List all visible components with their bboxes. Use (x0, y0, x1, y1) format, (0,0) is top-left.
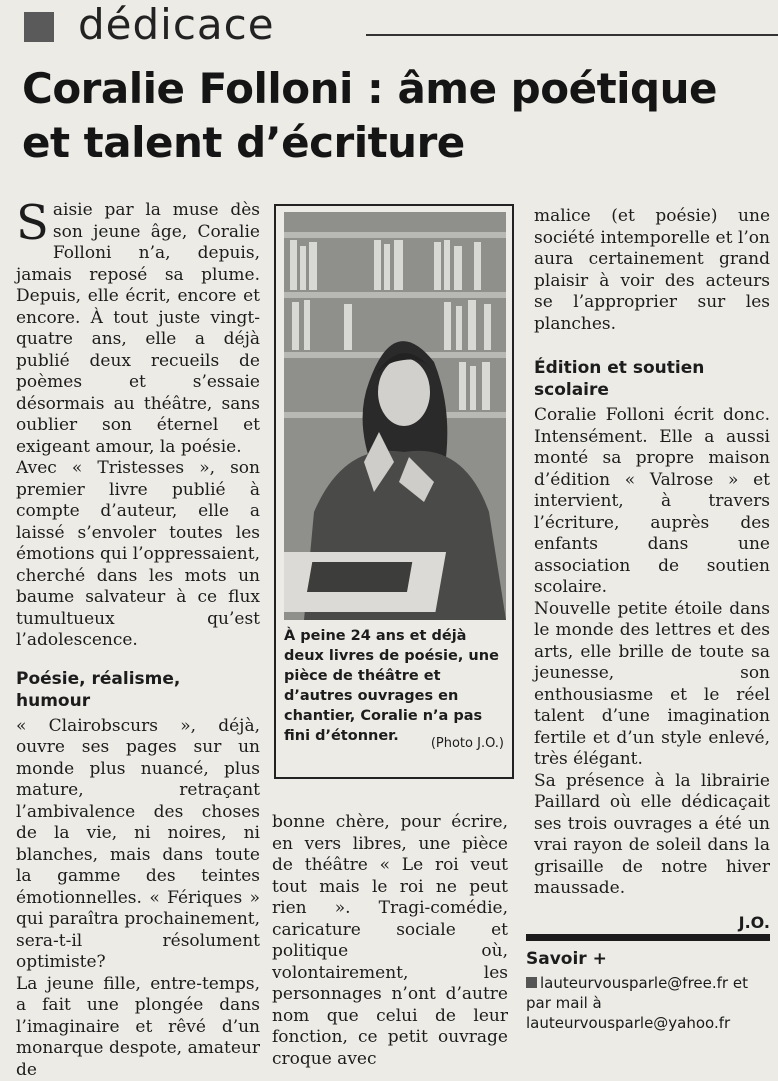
subheading: Édition et soutien scolaire (534, 357, 770, 401)
paragraph: Coralie Folloni écrit donc. Intensément. Elle a aussi monté sa propre maison d’édition « Valrose » et intervient, à travers l’écriture, auprès des enfants dans une association de soutien scolaire. (534, 405, 770, 599)
paragraph: Nouvelle petite étoile dans le monde des lettres et des arts, elle brille de toute sa jeunesse, son enthousiasme et le réel talent d’une imagination fertile et d’un style enlevé, très élégant. (534, 599, 770, 771)
author-photo (284, 212, 506, 620)
photo-illustration (284, 212, 506, 620)
author-signature: J.O. (534, 912, 770, 934)
square-bullet-icon (526, 977, 537, 988)
savoir-bar (526, 934, 770, 941)
subheading: Poésie, réalisme, humour (16, 668, 260, 712)
rubric-label: dédicace (78, 0, 275, 49)
paragraph: malice (et poésie) une société intemporelle et l’on aura certainement grand plaisir à voir des acteurs se l’approprier sur les planches. (534, 206, 770, 335)
paragraph: « Clairobscurs », déjà, ouvre ses pages sur un monde plus nuancé, plus mature, retraçant l’ambivalence des choses de la vie, ni noires, ni blanches, mais dans toute la gamme des teintes émotionnelles. « Fériques » qui paraîtra prochainement, sera-t-il résolument optimiste? (16, 716, 260, 974)
headline-line-2: et talent d’écriture (22, 118, 465, 167)
paragraph-text: aisie par la muse dès son jeune âge, Coralie Folloni n’a, depuis, jamais reposé sa plume. Depuis, elle écrit, encore et encore. À tout juste vingt-quatre ans, elle a déjà publié deux recueils de poèmes et s’essaie désormais au théâtre, sans oublier son éternel et exigeant amour, la poésie. (16, 200, 260, 457)
email-text: lauteurvousparle@free.fr et (540, 974, 748, 992)
drop-cap: S (16, 202, 49, 244)
photo-caption: À peine 24 ans et déjà deux livres de poésie, une pièce de théâtre et d’autres ouvrages en chantier, Coralie n’a pas fini d’étonner. (284, 626, 508, 746)
rubric-square-icon (24, 12, 54, 42)
photo-credit: (Photo J.O.) (431, 736, 504, 751)
article-column-1 (16, 200, 260, 1081)
savoir-plus-box (526, 934, 770, 1033)
savoir-line (526, 973, 770, 993)
article-column-2 (272, 812, 508, 1070)
paragraph: Avec « Tristesses », son premier livre publié à compte d’auteur, elle a laissé s’envoler toutes les émotions qui l’oppressaient, cherché dans les mots un baume salvateur à ce flux tumultueux qu’est l’adolescence. (16, 458, 260, 652)
rubric-rule (366, 34, 778, 36)
paragraph: bonne chère, pour écrire, en vers libres, une pièce de théâtre « Le roi veut tout mais le roi ne peut rien ». Tragi-comédie, caricature sociale et politique où, volontairement, les personnages n’ont d’autre nom que celui de leur fonction, ce petit ouvrage croque avec (272, 812, 508, 1070)
paragraph: La jeune fille, entre-temps, a fait une plongée dans l’imaginaire et rêvé d’un monarque despote, amateur de (16, 974, 260, 1081)
section-rubric (24, 4, 778, 48)
headline-line-1: Coralie Folloni : âme poétique (22, 64, 717, 113)
paragraph: Sa présence à la librairie Paillard où elle dédicaçait ses trois ouvrages a été un vrai rayon de soleil dans la grisaille de notre hiver maussade. (534, 771, 770, 900)
savoir-title: Savoir + (526, 949, 770, 969)
article-column-3 (534, 206, 770, 933)
article-headline (22, 62, 772, 170)
photo-box (274, 204, 514, 779)
paragraph (16, 200, 260, 458)
savoir-line: par mail à (526, 993, 770, 1013)
email-text: lauteurvousparle@yahoo.fr (526, 1013, 770, 1033)
